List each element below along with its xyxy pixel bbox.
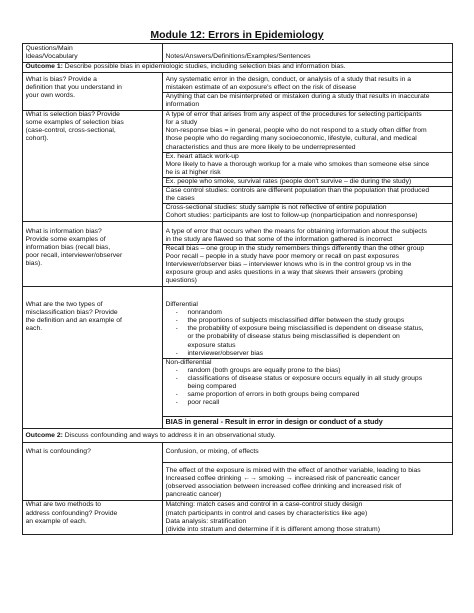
answer-line: Data analysis: stratification	[165, 517, 247, 525]
header-questions-line: Questions/Main	[25, 45, 73, 52]
question-line: misclassification bias? Provide	[25, 309, 118, 317]
answer-line: Poor recall – people in a study have poor memory or recall on past exposures	[165, 253, 399, 261]
question-line: Provide some examples of	[25, 235, 106, 243]
answer-line: for a study	[165, 119, 198, 127]
answer-line: Any systematic error in the design, conduct, or analysis of a study that results in a	[165, 75, 412, 83]
nondifferential-list	[166, 367, 450, 407]
methods-row	[23, 500, 453, 534]
differential-list	[166, 309, 450, 358]
answer-line: questions)	[165, 277, 197, 285]
answer-subcell	[163, 203, 452, 220]
confounding-answer	[163, 442, 453, 500]
question-line: What are two methods to	[25, 501, 102, 509]
dash-bullet: -	[175, 391, 178, 399]
spacer	[166, 407, 450, 416]
question-line: (case-control, cross-sectional,	[25, 127, 116, 135]
list-item	[176, 317, 450, 325]
list-item	[176, 367, 450, 375]
question-line: What is confounding?	[25, 447, 91, 455]
dash-bullet: -	[175, 309, 178, 317]
outcome2-row	[23, 428, 453, 442]
header-row	[23, 44, 453, 63]
list-item	[176, 325, 450, 333]
dash-bullet: -	[175, 349, 178, 357]
answer-subcell	[163, 186, 452, 203]
answer-line: Ex. heart attack work-up	[165, 152, 239, 160]
dash-bullet: -	[175, 366, 178, 374]
answer-line: (observed association between increased coffee drinking and increased risk of	[165, 483, 402, 491]
answer-line: A type of error that occurs when the means for obtaining information about the subjects	[165, 227, 427, 235]
answer-line: Case control studies: controls are different population than the population that produced	[165, 187, 430, 194]
answer-line: Anything that can be misinterpreted or mistaken during a study that results in inaccurate	[165, 92, 430, 100]
methods-answer	[163, 500, 453, 534]
answer-line: in the study are flawed so that some of the information gathered is incorrect	[165, 235, 393, 243]
answer-line: information	[165, 101, 200, 109]
dash-bullet: -	[175, 317, 178, 325]
list-item-text: poor recall	[187, 399, 220, 407]
information-answer	[163, 221, 453, 286]
dash-bullet: -	[175, 325, 178, 333]
selection-row	[23, 110, 453, 221]
selection-question	[23, 110, 163, 221]
header-notes	[163, 44, 453, 63]
list-item-text: nonrandom	[187, 309, 222, 317]
answer-line: Interviewer/observer bias – interviewer knows who is in the control group vs in the	[165, 261, 412, 269]
header-questions-line: Ideas/Vocabulary	[25, 53, 78, 61]
list-item	[176, 375, 450, 383]
answer-line: Matching: match cases and control in a case-control study design	[165, 501, 363, 509]
list-item	[176, 350, 450, 358]
question-line: your own words.	[25, 91, 75, 99]
bias-general-text: BIAS in general - Result in error in design or conduct of a study	[165, 418, 383, 427]
list-item-text: classifications of disease status or exposure occurs equally in all study groups	[187, 374, 423, 382]
question-line: address confounding? Provide	[25, 509, 118, 517]
answer-line: those people who do regarding many socioeconomic, lifestyle, cultural, and medical	[165, 135, 417, 143]
misclassification-question	[23, 287, 163, 429]
dash-bullet: -	[175, 374, 178, 382]
outcome2-cell	[23, 428, 453, 442]
list-item-continued: being compared	[187, 382, 237, 390]
outcome2-text: Discuss confounding and ways to address it in an observational study.	[62, 431, 276, 439]
answer-line: The effect of the exposure is mixed with the effect of another variable, leading to bias	[165, 467, 421, 475]
answer-line: Non-response bias = in general, people who do not respond to a study often differ from	[165, 127, 427, 135]
question-line: cohort).	[25, 135, 49, 143]
question-line: What is bias? Provide a	[25, 75, 97, 83]
outcome1-text: Describe possible bias in epidemiologic studies, including selection bias and information bias.	[62, 63, 346, 71]
information-question	[23, 221, 163, 286]
answer-line: the cases	[165, 195, 195, 203]
answer-subcell	[163, 462, 452, 499]
question-line: some examples of selection bias	[25, 119, 124, 127]
list-item-text: interviewer/observer bias	[187, 349, 264, 357]
confounding-row	[23, 442, 453, 500]
outcome1-row	[23, 62, 453, 72]
list-item	[176, 309, 450, 317]
bias-question	[23, 72, 163, 110]
answer-line: mistaken estimate of an exposure's effect on the risk of disease	[165, 83, 357, 91]
bias-row	[23, 72, 453, 110]
question-line: each.	[25, 325, 43, 333]
list-item	[176, 399, 450, 407]
answer-line: Recall bias – one group in the study remembers things differently than the other group	[165, 245, 425, 253]
outcome2-label: Outcome 2:	[25, 431, 63, 439]
differential-heading: Differential	[165, 301, 198, 309]
question-line: the definition and an example of	[25, 317, 122, 325]
bias-general-summary	[163, 416, 452, 427]
question-line: What is information bias?	[25, 227, 102, 235]
answer-line: (match participants in control and cases by characteristics like age)	[165, 509, 368, 517]
question-line: What is selection bias? Provide	[25, 111, 120, 119]
list-item-text: random (both groups are equally prone to the bias)	[187, 366, 341, 374]
list-item-continued: or the probability of disease status being misclassified is dependent on	[187, 333, 400, 341]
answer-line: A type of error that arises from any aspect of the procedures for selecting participants	[165, 111, 422, 119]
list-item	[176, 391, 450, 399]
question-line: information bias (recall bias,	[25, 244, 111, 252]
misclassification-answer	[163, 287, 453, 429]
answer-line: exposure group and asks questions in a way that skews their answers (probing	[165, 269, 403, 277]
header-questions	[23, 44, 163, 63]
answer-line: Confusion, or mixing, of effects	[165, 447, 259, 455]
answer-line: More likely to have a thorough workup for a male who smokes than someone else since	[165, 160, 430, 168]
answer-subcell	[163, 92, 452, 109]
answer-subcell	[163, 244, 452, 285]
header-notes-line: Notes/Answers/Definitions/Examples/Sentences	[165, 53, 311, 60]
answer-subcell	[163, 177, 452, 186]
page-title: Module 12: Errors in Epidemiology	[150, 29, 324, 41]
answer-line: Ex. people who smoke, survival rates (people don't survive – die during the study)	[165, 177, 412, 185]
notes-table	[22, 43, 453, 535]
dash-bullet: -	[175, 399, 178, 407]
question-line: definition that you understand in	[25, 83, 122, 91]
answer-line: he is at higher risk	[165, 168, 221, 176]
question-line: an example of each.	[25, 517, 87, 525]
answer-subcell	[163, 152, 452, 177]
question-line: poor recall, interviewer/observer	[25, 252, 123, 260]
selection-answer	[163, 110, 453, 221]
answer-line: pancreatic cancer)	[165, 491, 222, 499]
list-item-text: the proportions of subjects misclassified differ between the study groups	[187, 317, 405, 325]
answer-line: Cross-sectional studies: study sample is not reflective of entire population	[165, 204, 387, 212]
answer-line: Cohort studies: participants are lost to follow-up (nonparticipation and nonresponse)	[165, 212, 418, 220]
nondifferential-heading: Non-differential	[165, 358, 212, 366]
outcome1-label: Outcome 1:	[25, 63, 63, 71]
list-item-text: the probability of exposure being misclassified is dependent on disease status,	[187, 325, 424, 333]
answer-line: (divide into stratum and determine if it is different among those stratum)	[165, 525, 380, 533]
outcome1-cell	[23, 62, 453, 72]
bias-answer	[163, 72, 453, 110]
answer-line: characteristics and thus are more likely to be underrepresented	[165, 143, 356, 151]
misclassification-row	[23, 287, 453, 429]
methods-question	[23, 500, 163, 534]
list-item-continued: exposure status	[187, 341, 236, 349]
list-item-text: same proportion of errors in both groups being compared	[187, 391, 360, 399]
question-line: bias).	[25, 260, 43, 268]
confounding-question	[23, 442, 163, 500]
question-line: What are the two types of	[25, 301, 103, 309]
answer-subcell	[163, 358, 452, 417]
information-row	[23, 221, 453, 286]
answer-line: Increased coffee drinking ←→ smoking → increased risk of pancreatic cancer	[165, 475, 400, 483]
